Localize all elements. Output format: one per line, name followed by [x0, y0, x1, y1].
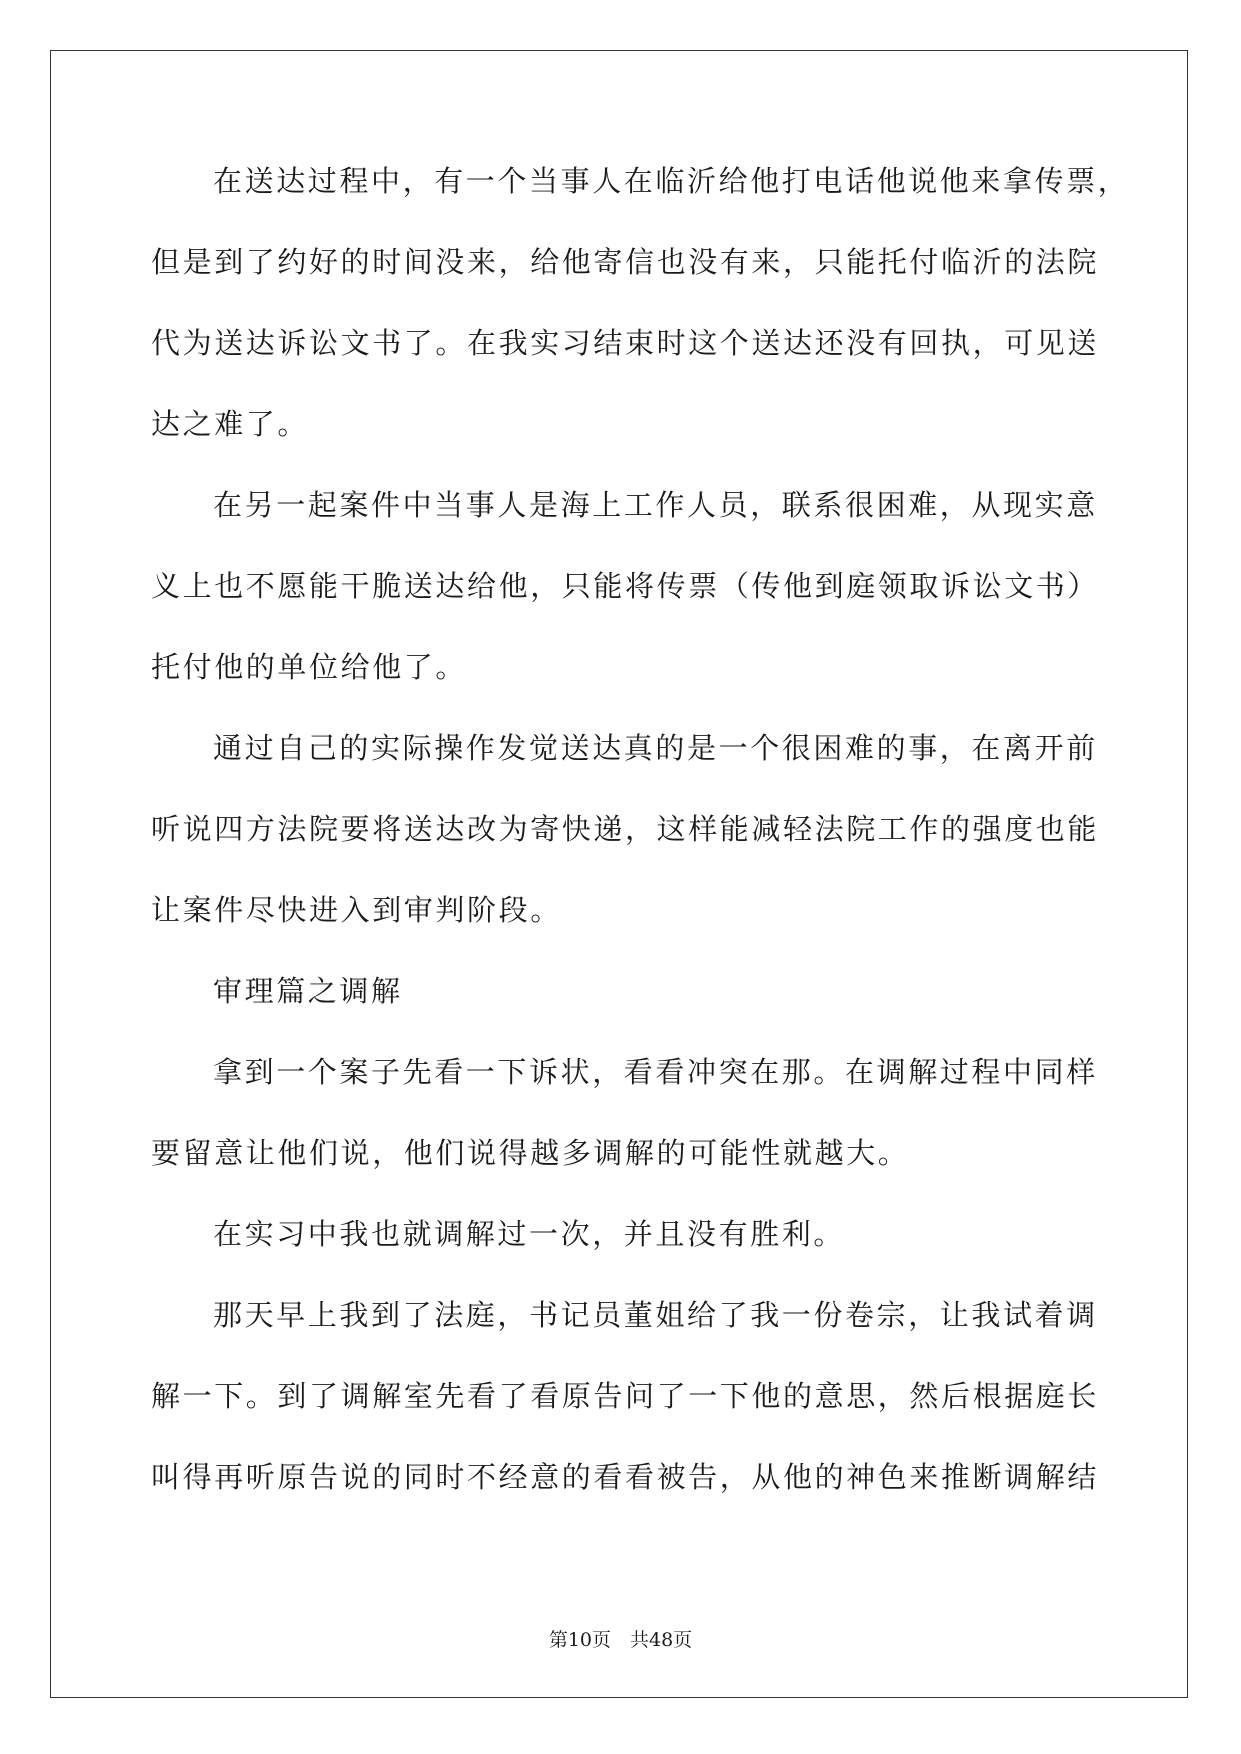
text-line: 代为送达诉讼文书了。在我实习结束时这个送达还没有回执，可见送: [151, 326, 1100, 360]
page-footer: [0, 1627, 1241, 1653]
text-line: 叫得再听原告说的同时不经意的看看被告，从他的神色来推断调解结: [151, 1460, 1100, 1494]
text-line: 解一下。到了调解室先看了看原告问了一下他的意思，然后根据庭长: [151, 1379, 1100, 1413]
section-heading: 审理篇之调解: [213, 974, 403, 1008]
document-body: [151, 160, 1130, 1537]
text-line: 通过自己的实际操作发觉送达真的是一个很困难的事，在离开前: [213, 731, 1098, 765]
text-line: 让案件尽快进入到审判阶段。: [151, 893, 562, 927]
page-number: 第10页: [548, 1629, 611, 1651]
text-line: 在另一起案件中当事人是海上工作人员，联系很困难，从现实意: [213, 488, 1098, 522]
text-line: 拿到一个案子先看一下诉状，看看冲突在那。在调解过程中同样: [213, 1055, 1098, 1089]
text-line: 在实习中我也就调解过一次，并且没有胜利。: [213, 1217, 846, 1251]
text-line: 要留意让他们说，他们说得越多调解的可能性就越大。: [151, 1136, 910, 1170]
text-line: 但是到了约好的时间没来，给他寄信也没有来，只能托付临沂的法院: [151, 245, 1100, 279]
text-line: 义上也不愿能干脆送达给他，只能将传票（传他到庭领取诉讼文书）: [151, 569, 1100, 603]
text-line: 听说四方法院要将送达改为寄快递，这样能减轻法院工作的强度也能: [151, 812, 1100, 846]
text-line: 那天早上我到了法庭，书记员董姐给了我一份卷宗，让我试着调: [213, 1298, 1098, 1332]
text-line: 托付他的单位给他了。: [151, 650, 468, 684]
page-total: 共48页: [630, 1629, 693, 1651]
text-line: 在送达过程中，有一个当事人在临沂给他打电话他说他来拿传票，: [213, 164, 1130, 198]
text-line: 达之难了。: [151, 407, 310, 441]
